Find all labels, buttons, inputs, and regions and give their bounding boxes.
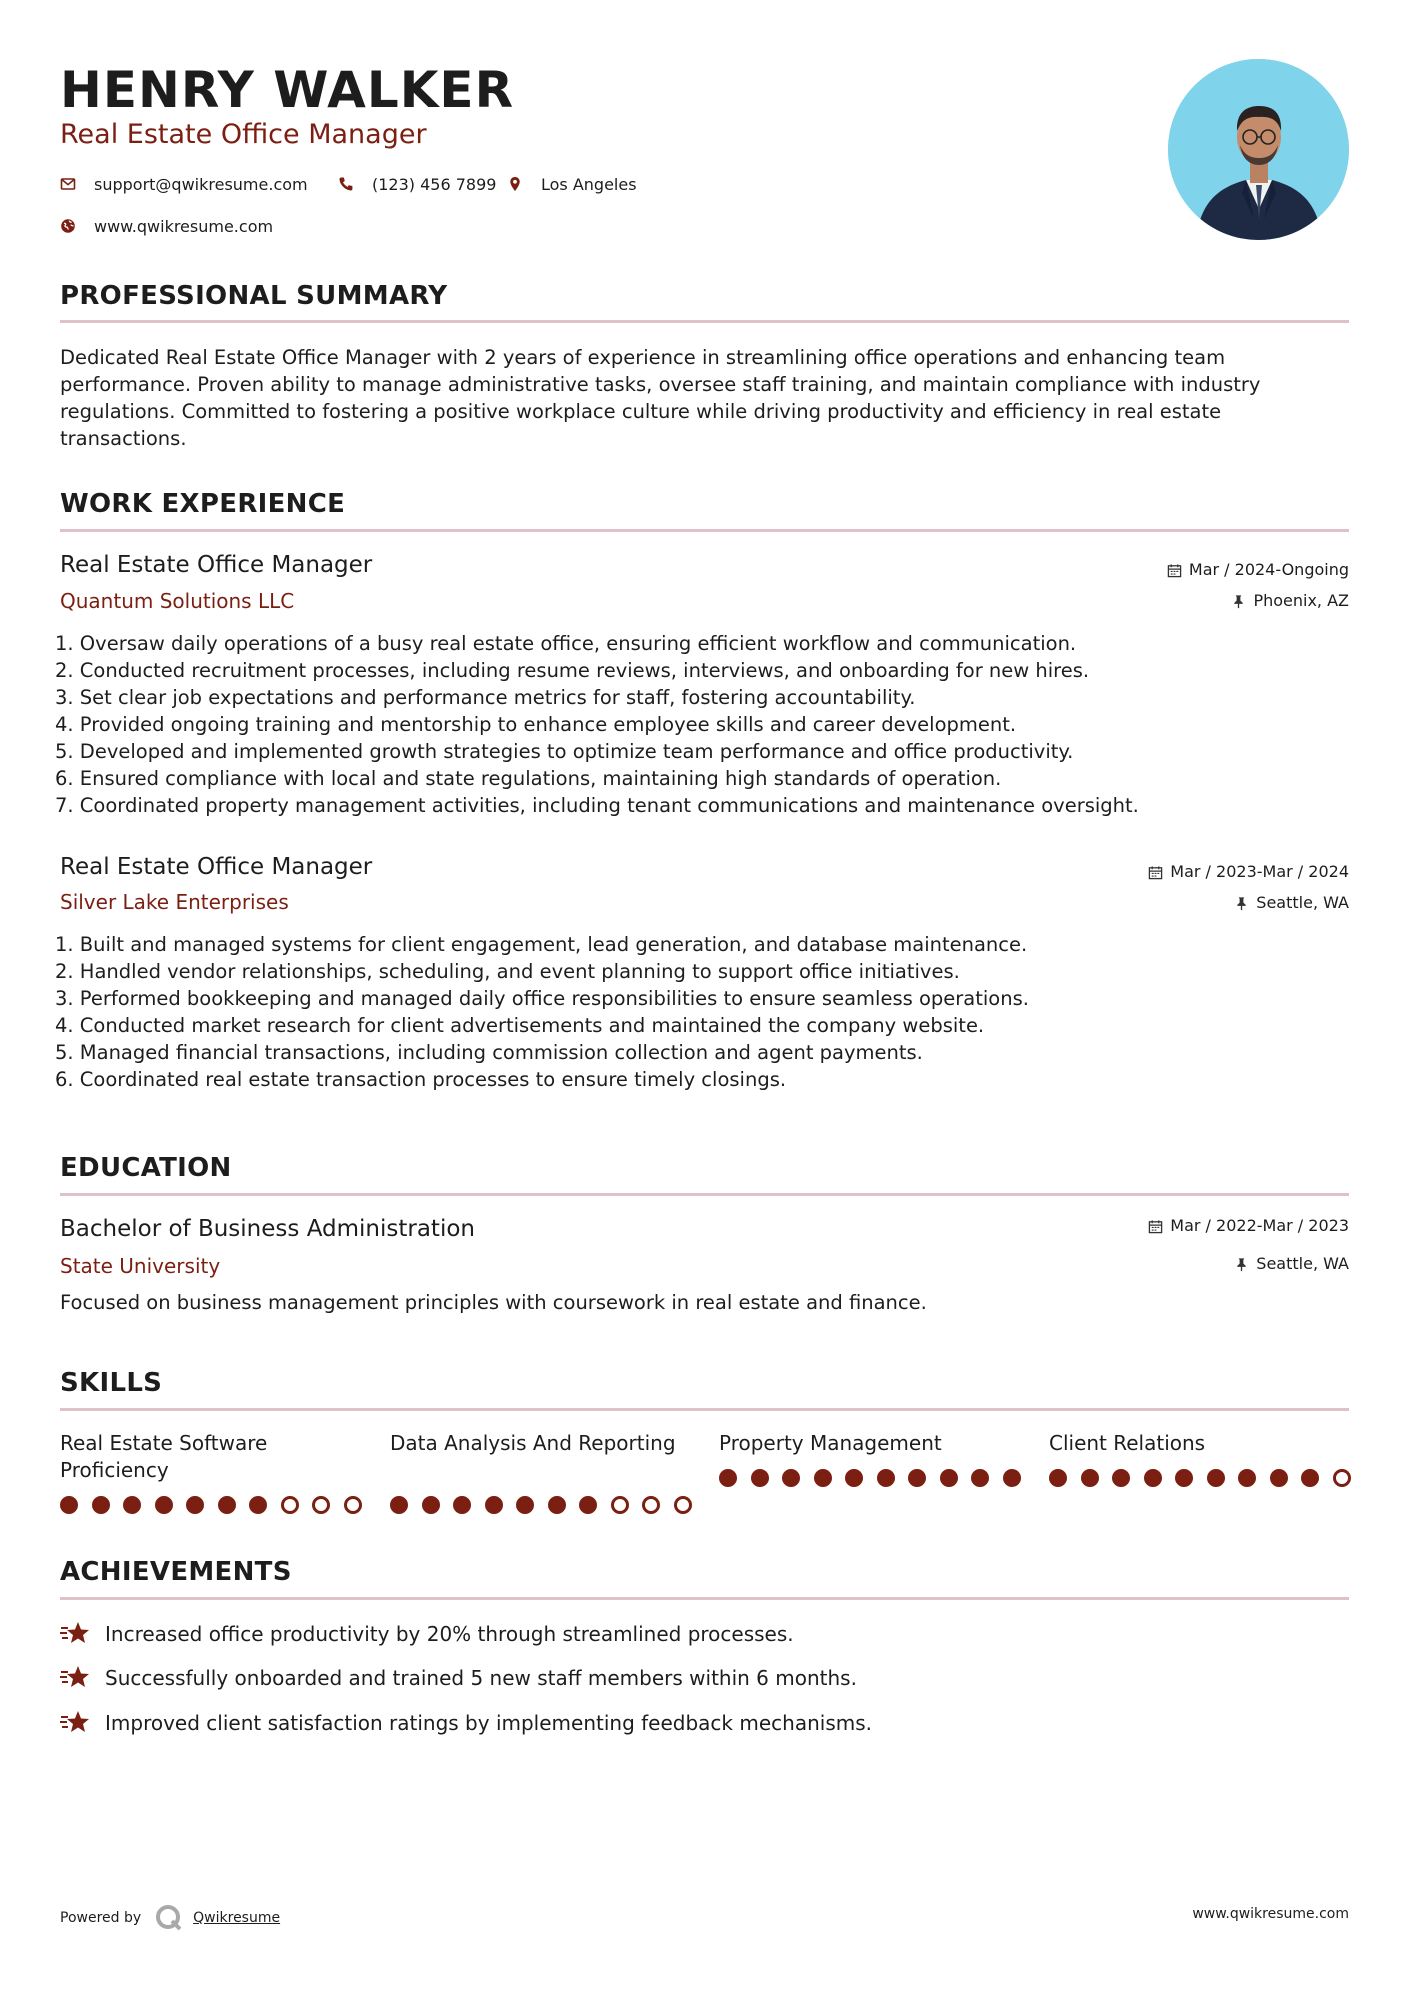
job-bullets <box>55 630 1355 819</box>
profile-photo <box>1168 59 1349 240</box>
rating-dot-filled <box>390 1496 408 1514</box>
job-location: Phoenix, AZ <box>1231 590 1349 612</box>
candidate-name: HENRY WALKER <box>60 61 515 119</box>
skills-heading: SKILLS <box>60 1368 163 1398</box>
list-item: 4. Conducted market research for client advertisements and maintained the company website. <box>55 1014 985 1037</box>
pushpin-icon <box>1234 1257 1249 1272</box>
skill-rating <box>390 1496 690 1514</box>
contact-phone[interactable] <box>338 172 496 196</box>
envelope-icon <box>60 176 76 192</box>
list-item: 1. Built and managed systems for client engagement, lead generation, and database maintenance. <box>55 933 1028 956</box>
list-item: 3. Set clear job expectations and performance metrics for staff, fostering accountability. <box>55 686 916 709</box>
list-item: 6. Ensured compliance with local and state regulations, maintaining high standards of operation. <box>55 767 1002 790</box>
job-title: Real Estate Office Manager <box>60 854 373 880</box>
rating-dot-filled <box>751 1469 769 1487</box>
rating-dot-filled <box>92 1496 110 1514</box>
summary-text: Dedicated Real Estate Office Manager with 2 years of experience in streamlining office operations and enhancing team performance. Proven ability to manage administrative tasks, oversee staff training, and maintain compliance with industry regulations. Committed to fostering a positive workplace culture while driving productivity and efficiency in real estate transactions. <box>60 346 1261 450</box>
school-name: State University <box>60 1254 221 1278</box>
skill-item <box>390 1430 690 1514</box>
achievement-item: Improved client satisfaction ratings by implementing feedback mechanisms. <box>60 1709 872 1737</box>
rating-dot-filled <box>60 1496 78 1514</box>
job-dates: Mar / 2024-Ongoing <box>1167 559 1349 581</box>
rating-dot-filled <box>719 1469 737 1487</box>
rating-dot-filled <box>1003 1469 1021 1487</box>
skill-name: Property Management <box>719 1431 942 1455</box>
phone-text: (123) 456 7899 <box>372 174 497 194</box>
contact-location <box>507 172 637 196</box>
skill-name: Real Estate Software Proficiency <box>60 1431 268 1482</box>
rating-dot-filled <box>218 1496 236 1514</box>
rating-dot-filled <box>123 1496 141 1514</box>
job-dates: Mar / 2023-Mar / 2024 <box>1148 861 1349 883</box>
skill-rating <box>60 1496 360 1514</box>
calendar-icon <box>1167 563 1182 578</box>
list-item: 2. Conducted recruitment processes, including resume reviews, interviews, and onboarding for new hires. <box>55 659 1090 682</box>
skill-item <box>60 1430 360 1514</box>
rating-dot-filled <box>1144 1469 1162 1487</box>
rating-dot-filled <box>814 1469 832 1487</box>
rating-dot-filled <box>940 1469 958 1487</box>
brand-link[interactable]: Qwikresume <box>193 1910 281 1926</box>
rating-dot-filled <box>908 1469 926 1487</box>
list-item: 6. Coordinated real estate transaction processes to ensure timely closings. <box>55 1068 787 1091</box>
rating-dot-filled <box>1207 1469 1225 1487</box>
candidate-role: Real Estate Office Manager <box>60 119 427 150</box>
star-icon <box>60 1709 92 1737</box>
education-heading: EDUCATION <box>60 1153 232 1183</box>
footer-powered-by: Powered by Qwikresume <box>60 1902 280 1934</box>
rating-dot-filled <box>1049 1469 1067 1487</box>
rating-dot-filled <box>782 1469 800 1487</box>
skill-rating <box>719 1469 1019 1487</box>
rating-dot-empty <box>611 1496 629 1514</box>
pushpin-icon <box>1234 896 1249 911</box>
rating-dot-filled <box>186 1496 204 1514</box>
rating-dot-filled <box>845 1469 863 1487</box>
rating-dot-filled <box>548 1496 566 1514</box>
achievement-item: Successfully onboarded and trained 5 new staff members within 6 months. <box>60 1664 857 1692</box>
list-item: 5. Developed and implemented growth strategies to optimize team performance and office productivity. <box>55 740 1074 763</box>
rating-dot-empty <box>344 1496 362 1514</box>
skill-name: Client Relations <box>1049 1431 1206 1455</box>
list-item: 7. Coordinated property management activities, including tenant communications and maintenance oversight. <box>55 794 1139 817</box>
website-text: www.qwikresume.com <box>94 216 274 236</box>
rating-dot-filled <box>579 1496 597 1514</box>
education-description: Focused on business management principles with coursework in real estate and finance. <box>60 1291 927 1314</box>
star-icon <box>60 1664 92 1692</box>
calendar-icon <box>1148 865 1163 880</box>
job-company: Quantum Solutions LLC <box>60 589 295 613</box>
achievement-item: Increased office productivity by 20% through streamlined processes. <box>60 1620 794 1648</box>
contact-website[interactable] <box>60 214 273 238</box>
rating-dot-filled <box>1112 1469 1130 1487</box>
rating-dot-filled <box>485 1496 503 1514</box>
email-text: support@qwikresume.com <box>94 174 308 194</box>
phone-icon <box>338 176 354 192</box>
skill-rating <box>1049 1469 1349 1487</box>
education-dates: Mar / 2022-Mar / 2023 <box>1148 1215 1349 1237</box>
star-icon <box>60 1620 92 1648</box>
skill-item <box>1049 1430 1349 1487</box>
degree-title: Bachelor of Business Administration <box>60 1216 475 1242</box>
calendar-icon <box>1148 1219 1163 1234</box>
list-item: 4. Provided ongoing training and mentorship to enhance employee skills and career development. <box>55 713 1017 736</box>
job-location: Seattle, WA <box>1234 892 1349 914</box>
footer-website[interactable]: www.qwikresume.com <box>1192 1906 1349 1922</box>
rating-dot-filled <box>971 1469 989 1487</box>
rating-dot-empty <box>1333 1469 1351 1487</box>
rating-dot-filled <box>155 1496 173 1514</box>
rating-dot-empty <box>281 1496 299 1514</box>
rating-dot-filled <box>1081 1469 1099 1487</box>
rating-dot-empty <box>642 1496 660 1514</box>
list-item: 1. Oversaw daily operations of a busy real estate office, ensuring efficient workflow and communication. <box>55 632 1077 655</box>
skill-name: Data Analysis And Reporting <box>390 1431 676 1455</box>
rating-dot-filled <box>1175 1469 1193 1487</box>
skills-divider <box>60 1408 1349 1411</box>
rating-dot-filled <box>1238 1469 1256 1487</box>
rating-dot-filled <box>453 1496 471 1514</box>
experience-divider <box>60 529 1349 532</box>
contact-email[interactable] <box>60 172 308 196</box>
map-pin-icon <box>507 176 523 192</box>
list-item: 5. Managed financial transactions, including commission collection and agent payments. <box>55 1041 923 1064</box>
rating-dot-filled <box>422 1496 440 1514</box>
job-title: Real Estate Office Manager <box>60 552 373 578</box>
qwikresume-logo-icon <box>153 1902 185 1934</box>
experience-heading: WORK EXPERIENCE <box>60 489 346 519</box>
summary-heading: PROFESSIONAL SUMMARY <box>60 281 448 311</box>
achievements-divider <box>60 1597 1349 1600</box>
rating-dot-filled <box>1301 1469 1319 1487</box>
list-item: 2. Handled vendor relationships, scheduling, and event planning to support office initiatives. <box>55 960 960 983</box>
rating-dot-filled <box>1270 1469 1288 1487</box>
location-text: Los Angeles <box>541 174 637 194</box>
rating-dot-filled <box>516 1496 534 1514</box>
list-item: 3. Performed bookkeeping and managed daily office responsibilities to ensure seamless operations. <box>55 987 1029 1010</box>
rating-dot-filled <box>877 1469 895 1487</box>
rating-dot-empty <box>312 1496 330 1514</box>
skill-item <box>719 1430 1019 1487</box>
achievements-heading: ACHIEVEMENTS <box>60 1557 292 1587</box>
job-bullets <box>55 931 1355 1093</box>
globe-icon <box>60 218 76 234</box>
job-company: Silver Lake Enterprises <box>60 890 289 914</box>
pushpin-icon <box>1231 594 1246 609</box>
summary-divider <box>60 320 1349 323</box>
education-divider <box>60 1193 1349 1196</box>
education-location: Seattle, WA <box>1234 1253 1349 1275</box>
rating-dot-empty <box>674 1496 692 1514</box>
rating-dot-filled <box>249 1496 267 1514</box>
